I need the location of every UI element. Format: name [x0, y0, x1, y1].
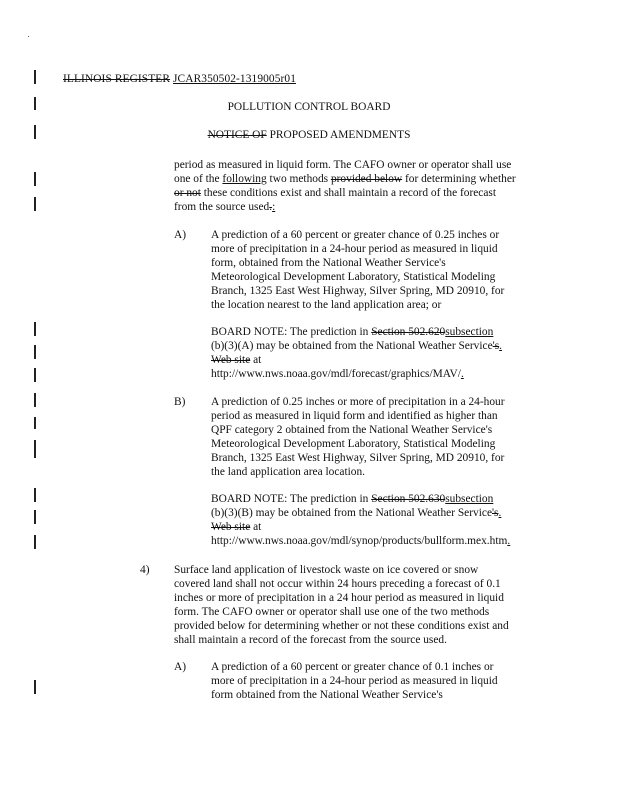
- change-bar: [34, 510, 36, 524]
- board-note: (b)(3)(A) may be obtained from the National Weather Service's.: [211, 340, 502, 352]
- change-bar: [34, 680, 36, 694]
- item-line: A prediction of 0.25 inches or more of precipitation in a 24-hour: [211, 396, 505, 408]
- item-line: A prediction of a 60 percent or greater chance of 0.25 inches or: [211, 229, 500, 241]
- forecast-url: http://www.nws.noaa.gov/mdl/synop/products/bullform.mex.htm.: [211, 535, 511, 547]
- change-bar: [34, 197, 36, 211]
- change-bar: [34, 417, 36, 429]
- item-line: Surface land application of livestock waste on ice covered or snow: [174, 564, 479, 576]
- change-bar: [34, 393, 36, 407]
- board-title: POLLUTION CONTROL BOARD: [227, 101, 391, 113]
- item-line: more of precipitation in a 24-hour period as measured in liquid: [211, 243, 498, 255]
- item-line: more of precipitation in a 24-hour period as measured in liquid: [211, 675, 498, 687]
- item-line: Meteorological Development Laboratory, Statistical Modeling: [211, 438, 496, 450]
- item-line: form. The CAFO owner or operator shall use one of the two methods: [174, 606, 490, 618]
- item-line: period as measured in liquid form and identified as higher than: [211, 410, 498, 422]
- item-line: Branch, 1325 East West Highway, Silver Spring, MD 20910, for: [211, 285, 505, 297]
- change-bar: [34, 345, 36, 359]
- forecast-url: http://www.nws.noaa.gov/mdl/forecast/graphics/MAV/.: [211, 368, 464, 380]
- board-note: (b)(3)(B) may be obtained from the National Weather Service's.: [211, 507, 502, 519]
- change-bar: [34, 70, 36, 84]
- item-line: the land application area location.: [211, 466, 366, 478]
- item-line: form, obtained from the National Weather Service's: [211, 257, 446, 269]
- intro-line: or not these conditions exist and shall maintain a record of the forecast: [174, 187, 497, 199]
- item-line: shall maintain a record of the forecast from the source used.: [174, 634, 447, 646]
- scan-speck: [28, 36, 29, 37]
- item-line: Branch, 1325 East West Highway, Silver Spring, MD 20910, for: [211, 452, 505, 464]
- register-name: ILLINOIS REGISTER: [63, 73, 171, 85]
- board-note: Web site at: [211, 354, 262, 366]
- item-label: A): [174, 661, 187, 673]
- change-bar: [34, 368, 36, 382]
- notice-title: NOTICE OF PROPOSED AMENDMENTS: [207, 129, 411, 141]
- change-bar: [34, 172, 36, 186]
- board-note: BOARD NOTE: The prediction in Section 502.630subsection: [211, 493, 494, 505]
- item-line: Meteorological Development Laboratory, Statistical Modeling: [211, 271, 496, 283]
- change-bar: [34, 322, 36, 336]
- item-label: B): [174, 396, 186, 408]
- item-line: the location nearest to the land application area; or: [211, 299, 442, 311]
- intro-line: period as measured in liquid form. The CAFO owner or operator shall use: [174, 159, 512, 171]
- change-bar: [34, 488, 36, 502]
- item-line: provided below for determining whether or not these conditions exist and: [174, 620, 509, 632]
- item-line: QPF category 2 obtained from the National Weather Service's: [211, 424, 493, 436]
- item-line: inches or more of precipitation in a 24 hour period as measured in liquid: [174, 592, 504, 604]
- register-header: [63, 72, 296, 86]
- change-bar: [34, 440, 36, 458]
- item-label: 4): [140, 564, 150, 576]
- intro-line: from the source used.:: [174, 201, 276, 213]
- item-line: covered land shall not occur within 24 hours preceding a forecast of 0.1: [174, 578, 501, 590]
- board-note: BOARD NOTE: The prediction in Section 502.620subsection: [211, 326, 494, 338]
- item-line: A prediction of a 60 percent or greater chance of 0.1 inches or: [211, 661, 494, 673]
- intro-line: one of the following two methods provided below for determining whether: [174, 173, 516, 185]
- item-line: form obtained from the National Weather Service's: [211, 689, 443, 701]
- board-note: Web site at: [211, 521, 262, 533]
- change-bar: [34, 535, 36, 549]
- document-id: JCAR350502-1319005r01: [173, 73, 296, 85]
- item-label: A): [174, 229, 187, 241]
